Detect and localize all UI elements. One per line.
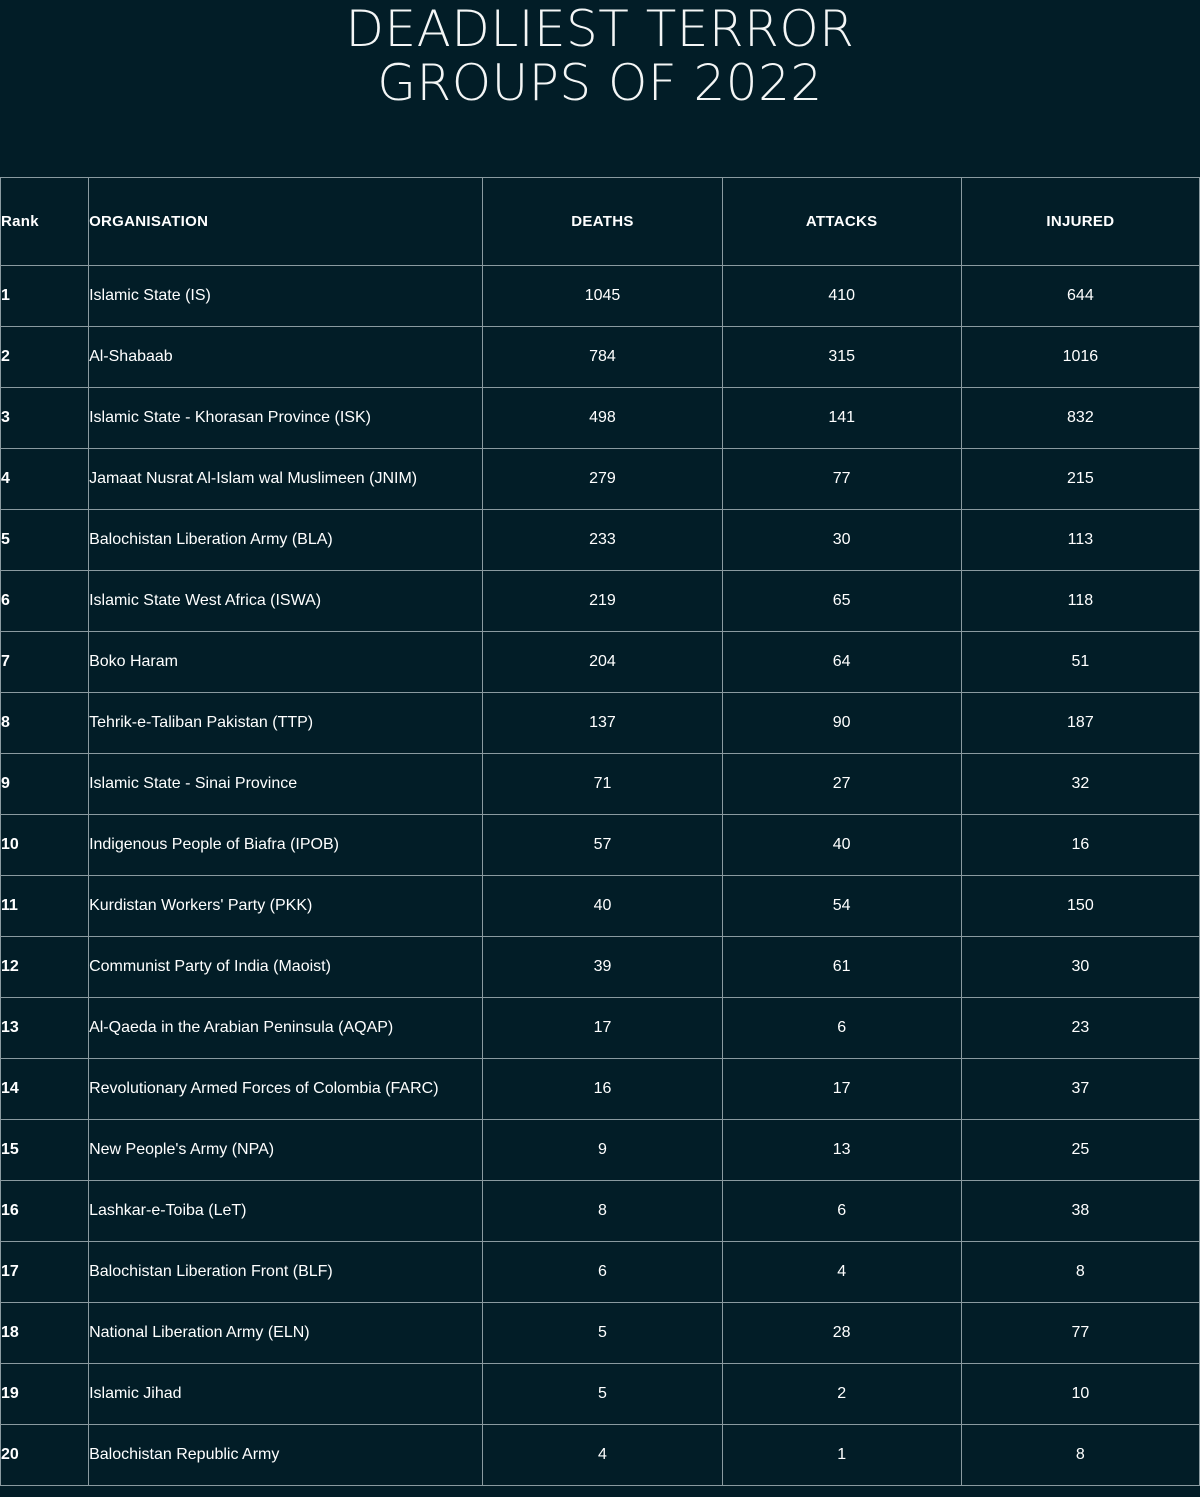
rank-cell: 8 [1,693,89,754]
rank-cell: 10 [1,815,89,876]
header-rank: Rank [1,178,89,266]
table-row [1,388,1200,449]
injured-cell: 77 [961,1303,1199,1364]
rank-cell: 17 [1,1242,89,1303]
injured-cell: 25 [961,1120,1199,1181]
attacks-cell: 64 [722,632,961,693]
rank-cell: 9 [1,754,89,815]
organisation-cell: New People's Army (NPA) [89,1120,483,1181]
deaths-cell: 204 [483,632,722,693]
table-row [1,571,1200,632]
deaths-cell: 279 [483,449,722,510]
injured-cell: 10 [961,1364,1199,1425]
terror-groups-table [0,177,1200,1486]
organisation-cell: Al-Shabaab [89,327,483,388]
organisation-cell: Kurdistan Workers' Party (PKK) [89,876,483,937]
deaths-cell: 137 [483,693,722,754]
rank-cell: 1 [1,266,89,327]
table-row [1,1242,1200,1303]
injured-cell: 187 [961,693,1199,754]
organisation-cell: Boko Haram [89,632,483,693]
attacks-cell: 6 [722,1181,961,1242]
table-row [1,510,1200,571]
deaths-cell: 6 [483,1242,722,1303]
attacks-cell: 77 [722,449,961,510]
injured-cell: 38 [961,1181,1199,1242]
table-row [1,754,1200,815]
injured-cell: 37 [961,1059,1199,1120]
attacks-cell: 2 [722,1364,961,1425]
table-body [1,266,1200,1486]
rank-cell: 11 [1,876,89,937]
organisation-cell: Islamic State - Khorasan Province (ISK) [89,388,483,449]
deaths-cell: 219 [483,571,722,632]
table-row [1,266,1200,327]
header-deaths: DEATHS [483,178,722,266]
organisation-cell: Balochistan Liberation Front (BLF) [89,1242,483,1303]
injured-cell: 644 [961,266,1199,327]
injured-cell: 16 [961,815,1199,876]
organisation-cell: Jamaat Nusrat Al-Islam wal Muslimeen (JNIM) [89,449,483,510]
attacks-cell: 13 [722,1120,961,1181]
attacks-cell: 65 [722,571,961,632]
rank-cell: 14 [1,1059,89,1120]
rank-cell: 13 [1,998,89,1059]
rank-cell: 7 [1,632,89,693]
injured-cell: 832 [961,388,1199,449]
organisation-cell: Islamic State - Sinai Province [89,754,483,815]
deaths-cell: 39 [483,937,722,998]
rank-cell: 4 [1,449,89,510]
table-row [1,1120,1200,1181]
table-row [1,693,1200,754]
attacks-cell: 27 [722,754,961,815]
deaths-cell: 16 [483,1059,722,1120]
organisation-cell: Islamic Jihad [89,1364,483,1425]
organisation-cell: Balochistan Liberation Army (BLA) [89,510,483,571]
table-row [1,998,1200,1059]
injured-cell: 23 [961,998,1199,1059]
table-row [1,1364,1200,1425]
injured-cell: 32 [961,754,1199,815]
header-organisation: ORGANISATION [89,178,483,266]
table-row [1,876,1200,937]
page-title [0,0,1200,110]
rank-cell: 5 [1,510,89,571]
header-injured: INJURED [961,178,1199,266]
injured-cell: 8 [961,1425,1199,1486]
injured-cell: 118 [961,571,1199,632]
injured-cell: 150 [961,876,1199,937]
deaths-cell: 40 [483,876,722,937]
table-row [1,815,1200,876]
attacks-cell: 30 [722,510,961,571]
deaths-cell: 8 [483,1181,722,1242]
deaths-cell: 498 [483,388,722,449]
attacks-cell: 4 [722,1242,961,1303]
organisation-cell: Tehrik-e-Taliban Pakistan (TTP) [89,693,483,754]
deaths-cell: 784 [483,327,722,388]
table-row [1,1181,1200,1242]
injured-cell: 8 [961,1242,1199,1303]
rank-cell: 19 [1,1364,89,1425]
attacks-cell: 1 [722,1425,961,1486]
injured-cell: 30 [961,937,1199,998]
table-row [1,632,1200,693]
injured-cell: 215 [961,449,1199,510]
deaths-cell: 233 [483,510,722,571]
injured-cell: 51 [961,632,1199,693]
organisation-cell: Balochistan Republic Army [89,1425,483,1486]
organisation-cell: Revolutionary Armed Forces of Colombia (FARC) [89,1059,483,1120]
rank-cell: 16 [1,1181,89,1242]
table-row [1,1425,1200,1486]
deaths-cell: 4 [483,1425,722,1486]
attacks-cell: 61 [722,937,961,998]
deaths-cell: 71 [483,754,722,815]
attacks-cell: 28 [722,1303,961,1364]
organisation-cell: Communist Party of India (Maoist) [89,937,483,998]
organisation-cell: Al-Qaeda in the Arabian Peninsula (AQAP) [89,998,483,1059]
deaths-cell: 5 [483,1303,722,1364]
attacks-cell: 410 [722,266,961,327]
title-line-2: GROUPS OF 2022 [377,54,823,112]
organisation-cell: Lashkar-e-Toiba (LeT) [89,1181,483,1242]
rank-cell: 6 [1,571,89,632]
deaths-cell: 17 [483,998,722,1059]
attacks-cell: 141 [722,388,961,449]
rank-cell: 20 [1,1425,89,1486]
rank-cell: 18 [1,1303,89,1364]
rank-cell: 3 [1,388,89,449]
organisation-cell: Indigenous People of Biafra (IPOB) [89,815,483,876]
rank-cell: 15 [1,1120,89,1181]
organisation-cell: National Liberation Army (ELN) [89,1303,483,1364]
table-row [1,937,1200,998]
header-row [1,178,1200,266]
header-attacks: ATTACKS [722,178,961,266]
attacks-cell: 90 [722,693,961,754]
title-line-1: DEADLIEST TERROR [345,0,855,58]
attacks-cell: 17 [722,1059,961,1120]
table-row [1,327,1200,388]
organisation-cell: Islamic State (IS) [89,266,483,327]
rank-cell: 2 [1,327,89,388]
deaths-cell: 1045 [483,266,722,327]
table-row [1,449,1200,510]
table-row [1,1303,1200,1364]
attacks-cell: 40 [722,815,961,876]
injured-cell: 1016 [961,327,1199,388]
table-row [1,1059,1200,1120]
injured-cell: 113 [961,510,1199,571]
attacks-cell: 6 [722,998,961,1059]
organisation-cell: Islamic State West Africa (ISWA) [89,571,483,632]
deaths-cell: 9 [483,1120,722,1181]
attacks-cell: 54 [722,876,961,937]
rank-cell: 12 [1,937,89,998]
deaths-cell: 57 [483,815,722,876]
attacks-cell: 315 [722,327,961,388]
deaths-cell: 5 [483,1364,722,1425]
